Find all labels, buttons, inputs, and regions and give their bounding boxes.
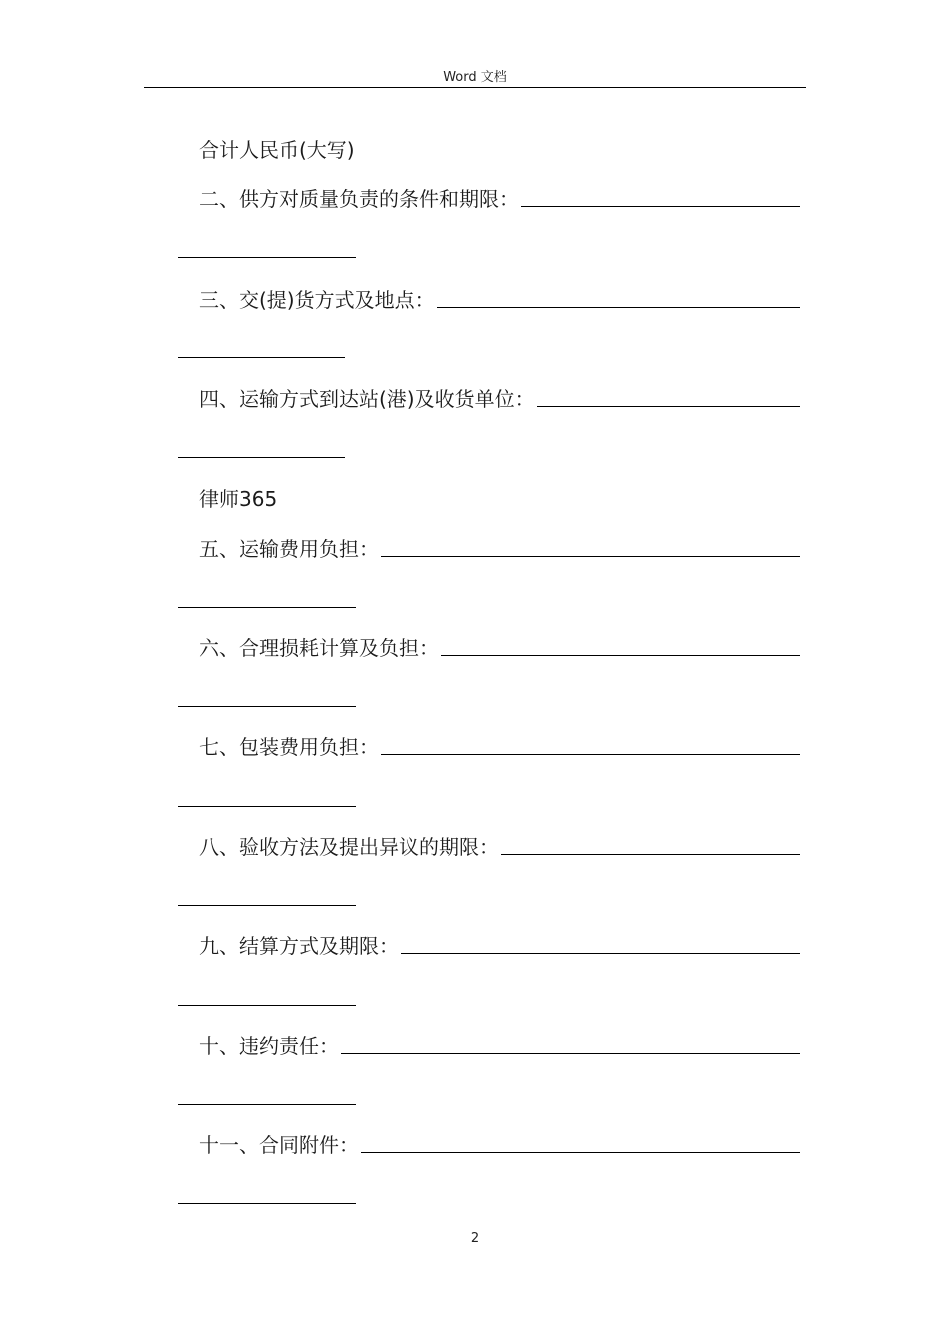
fill-blank-continuation[interactable] <box>178 905 356 906</box>
fill-blank[interactable] <box>521 205 800 207</box>
clause-label: 八、验收方法及提出异议的期限： <box>199 835 499 859</box>
fill-blank[interactable] <box>537 405 800 407</box>
clause-line <box>199 1032 800 1060</box>
fill-blank-continuation[interactable] <box>178 357 345 358</box>
clause-label: 十、违约责任： <box>199 1034 339 1058</box>
clause-line <box>199 185 800 213</box>
fill-blank[interactable] <box>381 753 800 755</box>
fill-blank-continuation[interactable] <box>178 1005 356 1006</box>
clause-label: 七、包装费用负担： <box>199 735 379 759</box>
total-amount-line: 合计人民币(大写) <box>199 138 355 162</box>
header-rule <box>144 87 806 88</box>
clause-line <box>199 932 800 960</box>
watermark-text: 律师365 <box>199 487 278 511</box>
clause-label: 六、合理损耗计算及负担： <box>199 636 439 660</box>
clause-label: 三、交(提)货方式及地点： <box>199 288 435 312</box>
fill-blank[interactable] <box>381 555 800 557</box>
clause-label: 十一、合同附件： <box>199 1133 359 1157</box>
clause-line <box>199 733 800 761</box>
fill-blank-continuation[interactable] <box>178 806 356 807</box>
fill-blank[interactable] <box>501 853 800 855</box>
page-number: 2 <box>470 1231 480 1246</box>
page-header: Word 文档 <box>443 70 507 85</box>
clause-line <box>199 286 800 314</box>
fill-blank[interactable] <box>401 952 800 954</box>
clause-label: 五、运输费用负担： <box>199 537 379 561</box>
fill-blank[interactable] <box>361 1151 800 1153</box>
clause-line <box>199 634 800 662</box>
fill-blank-continuation[interactable] <box>178 1203 356 1204</box>
fill-blank-continuation[interactable] <box>178 607 356 608</box>
fill-blank-continuation[interactable] <box>178 457 345 458</box>
clause-line <box>199 833 800 861</box>
fill-blank-continuation[interactable] <box>178 706 356 707</box>
fill-blank[interactable] <box>437 306 800 308</box>
clause-label: 二、供方对质量负责的条件和期限： <box>199 187 519 211</box>
fill-blank[interactable] <box>341 1052 800 1054</box>
clause-label: 九、结算方式及期限： <box>199 934 399 958</box>
clause-line <box>199 1131 800 1159</box>
clause-line <box>199 385 800 413</box>
clause-line <box>199 535 800 563</box>
fill-blank-continuation[interactable] <box>178 257 356 258</box>
fill-blank[interactable] <box>441 654 800 656</box>
clause-label: 四、运输方式到达站(港)及收货单位： <box>199 387 535 411</box>
fill-blank-continuation[interactable] <box>178 1104 356 1105</box>
